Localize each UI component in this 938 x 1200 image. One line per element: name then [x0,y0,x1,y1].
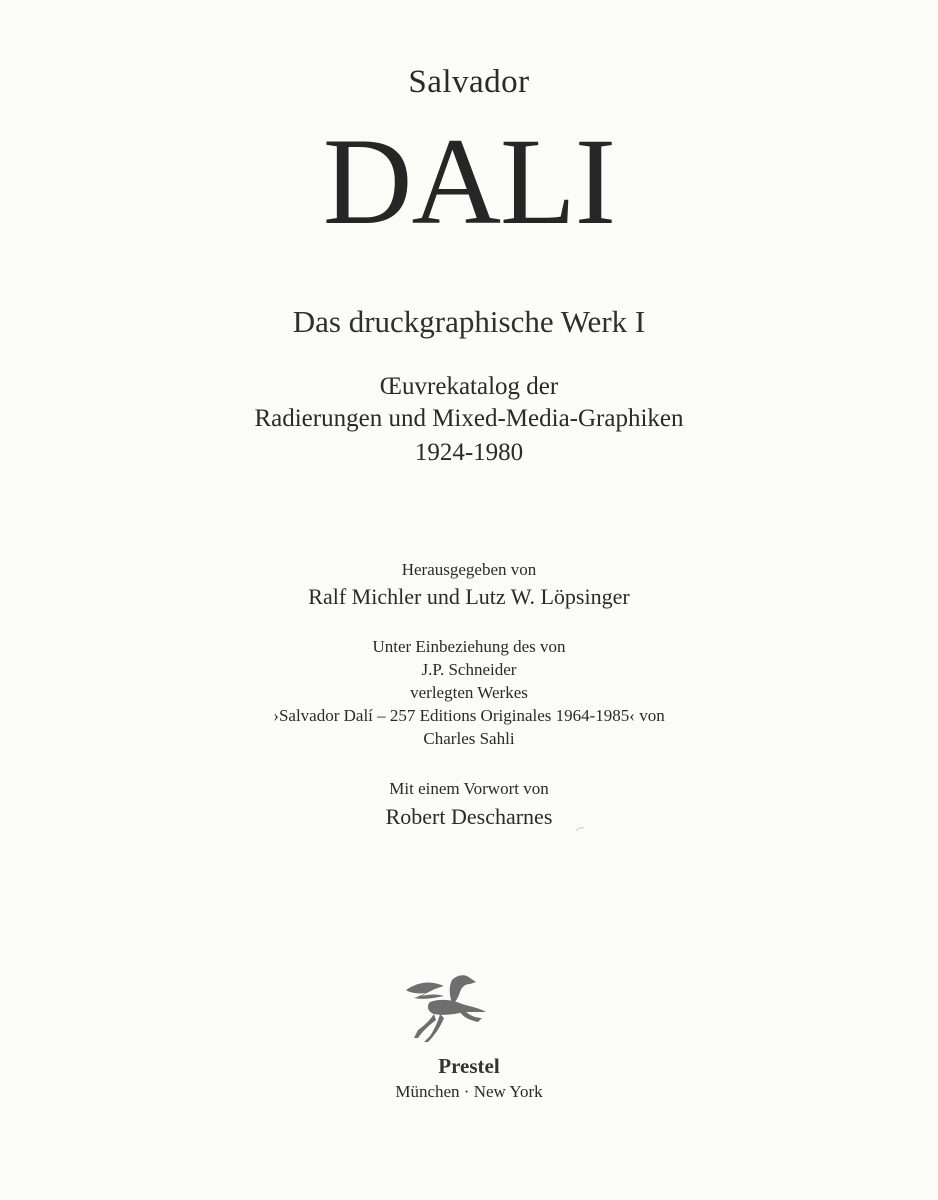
foreword-intro: Mit einem Vorwort von [389,779,549,798]
publisher-name: Prestel [438,1054,500,1078]
editors-names: Ralf Michler und Lutz W. Löpsinger [308,584,630,609]
work-title: Das druckgraphische Werk I [292,304,646,339]
inclusion-line: Charles Sahli [423,729,515,748]
pegasus-icon [400,968,490,1044]
subtitle-years: 1924-1980 [414,439,524,466]
subtitle-line: Radierungen und Mixed-Media-Graphiken [254,405,684,432]
author-last-name: DALI [322,113,616,250]
editors-intro: Herausgegeben von [401,560,537,579]
inclusion-line: verlegten Werkes [410,683,528,702]
inclusion-line: Unter Einbeziehung des von [372,637,566,656]
subtitle-line: Œuvrekatalog der [379,373,559,400]
author-first-name: Salvador [408,64,530,100]
publisher-places: München · New York [395,1082,543,1101]
paper-speck [575,826,585,832]
inclusion-line: J.P. Schneider [421,660,517,679]
inclusion-line: ›Salvador Dalí – 257 Editions Originales 1964-1985‹ von [273,706,665,725]
foreword-author: Robert Descharnes [385,804,553,829]
